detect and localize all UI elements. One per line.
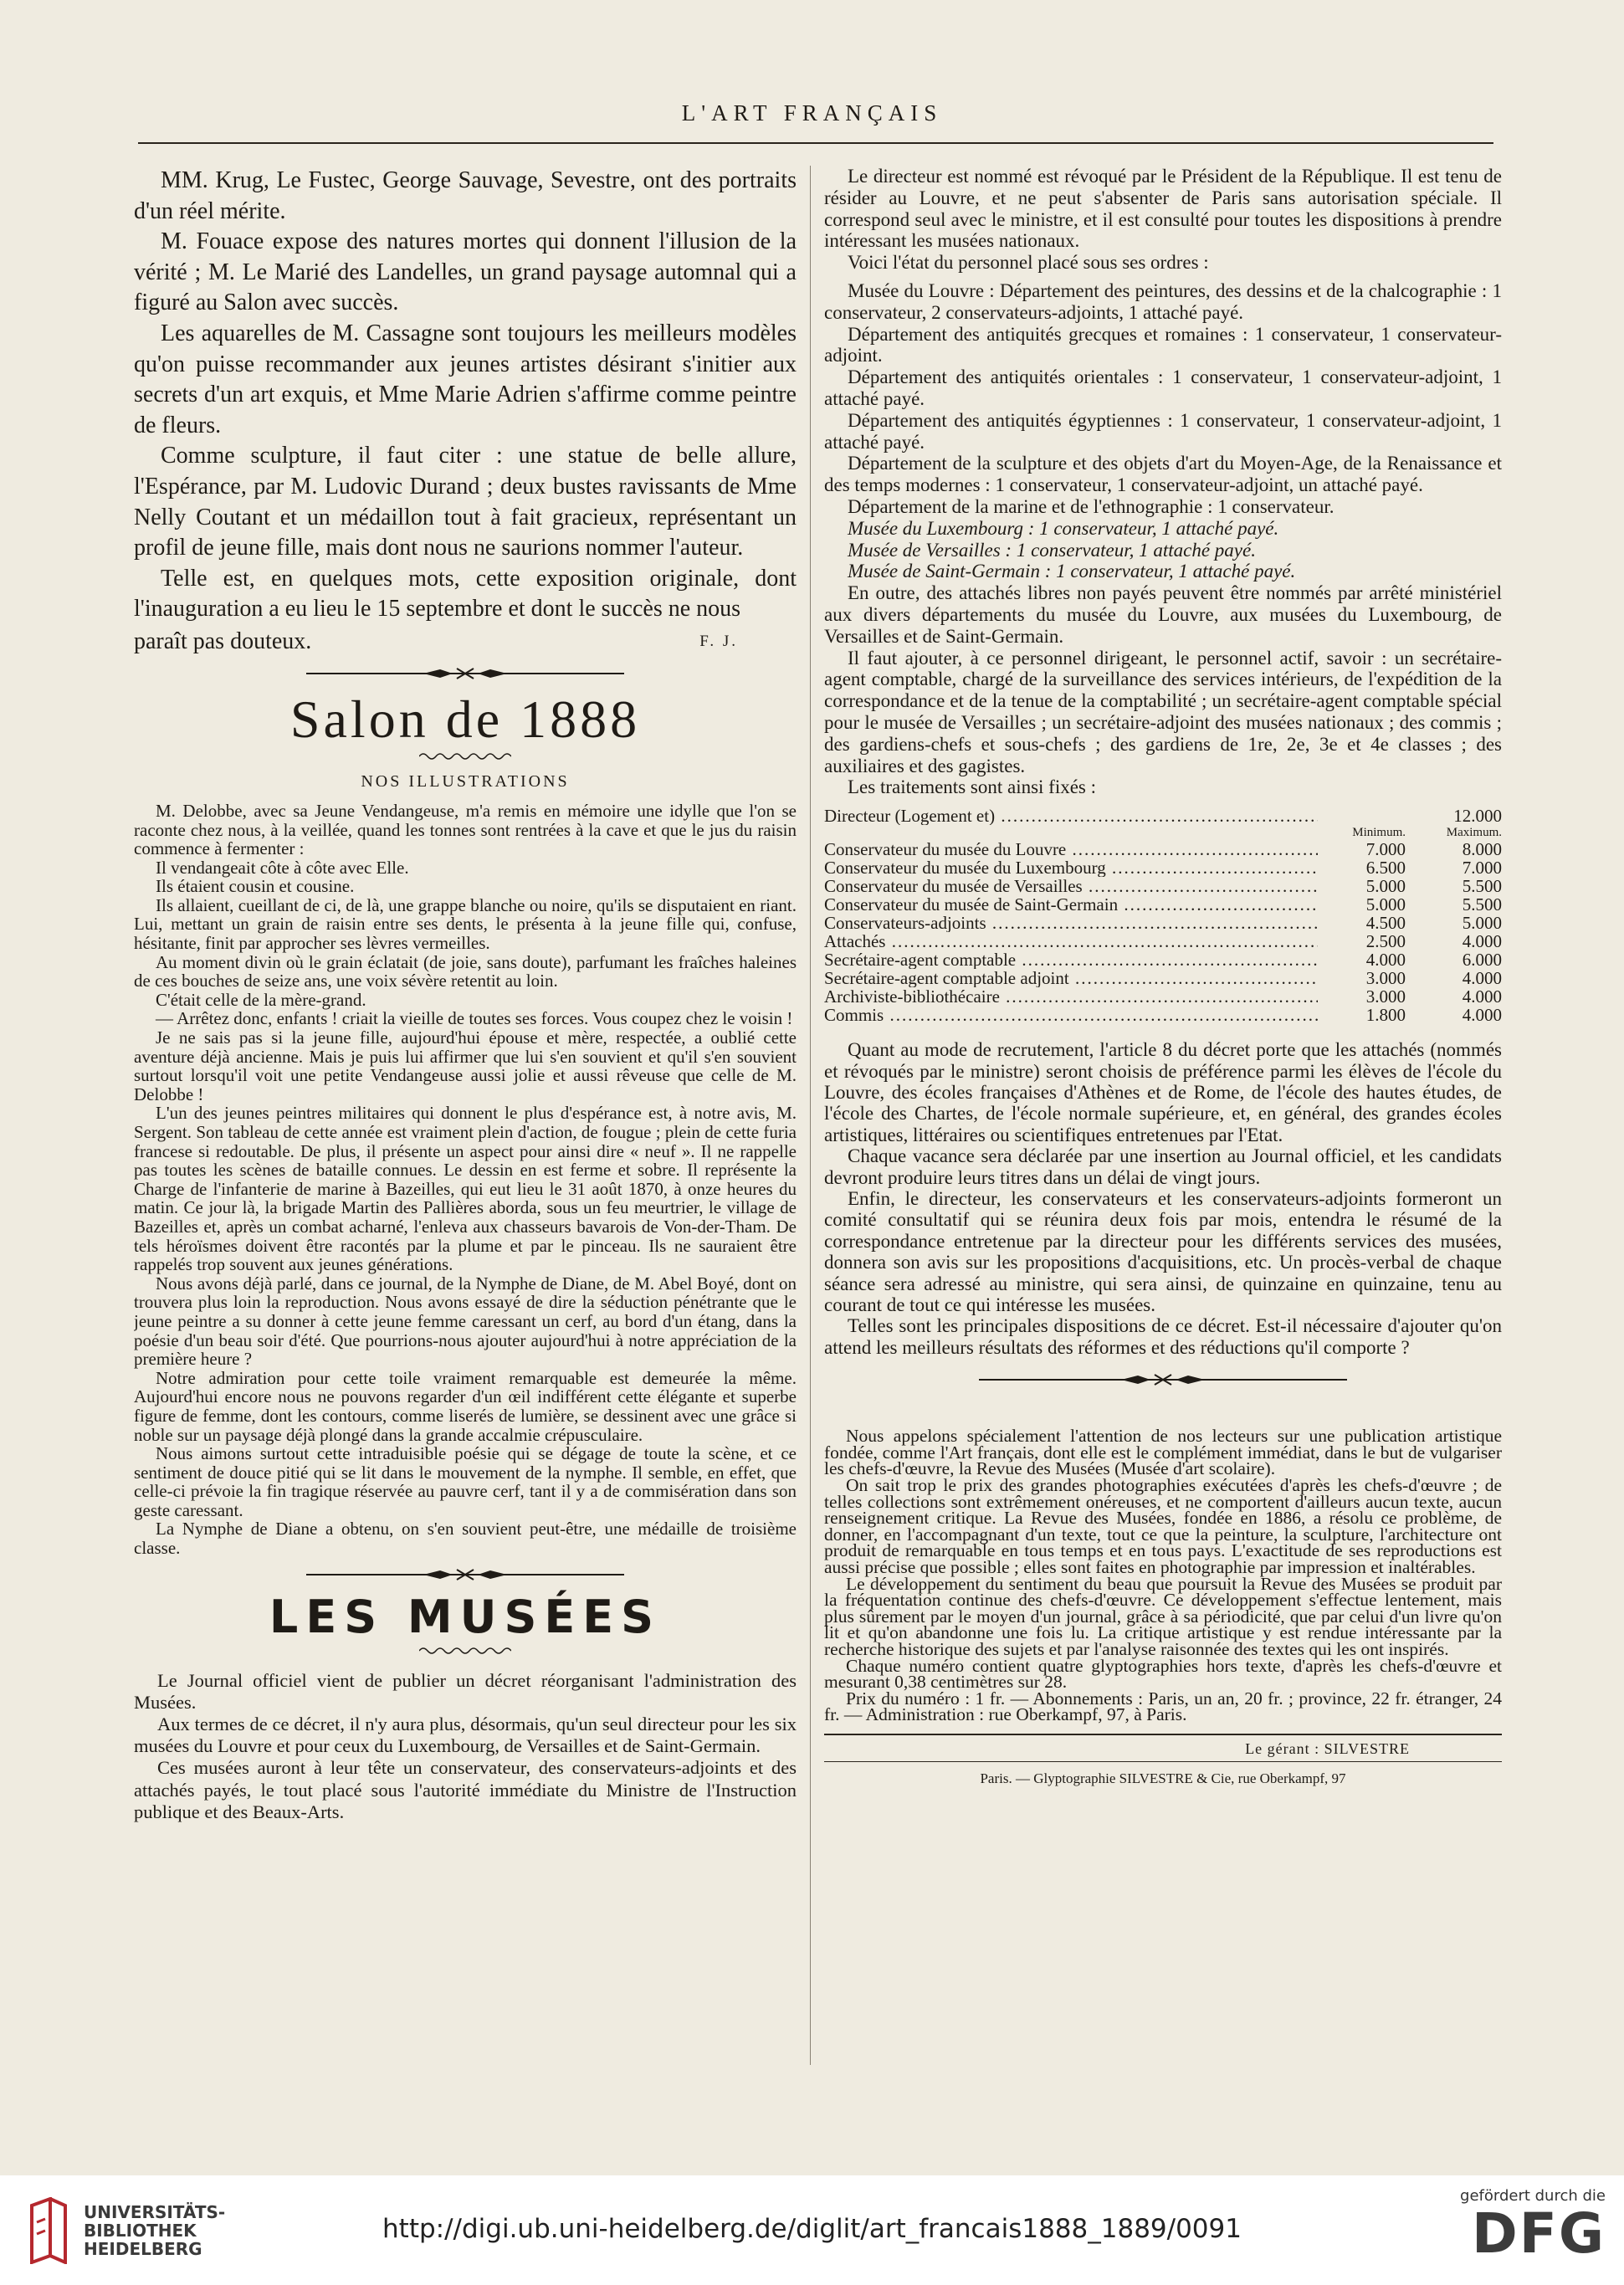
row-label: Directeur (Logement et) ..... (824, 807, 1318, 825)
library-name: UNIVERSITÄTS- BIBLIOTHEK HEIDELBERG (84, 2202, 226, 2259)
salary-value: 12.000 (1453, 806, 1502, 827)
paragraph: La Nymphe de Diane a obtenu, on s'en souvient peut-être, une médaille de troisième classe. (134, 1519, 797, 1559)
paragraph: Musée du Luxembourg : 1 conservateur, 1 attaché payé. (848, 517, 1279, 539)
paragraph: Au moment divin où le grain éclatait (de joie, sans doute), parfumant les fraîches haleines de ces bouches de seize ans, une voix sévère retentit au loin. (134, 951, 797, 991)
funded-by-label: gefördert durch die (1460, 2187, 1606, 2205)
gerant-box (824, 1734, 1502, 1762)
signature-line (134, 627, 797, 657)
table-header (824, 825, 1502, 840)
paragraph: Musée du Louvre : Département des peintures, des dessins et de la chalcographie : 1 conservateur, 2 conservateurs-adjoints, 1 attaché payé. (824, 279, 1502, 323)
table-row: Attachés ..... 2.500 4.000 (824, 932, 1502, 950)
wavy-line-icon (419, 751, 511, 761)
column-header-max: Maximum. (1446, 826, 1502, 840)
paragraph: Prix du numéro : 1 fr. — Abonnements : Paris, un an, 20 fr. ; province, 22 fr. étranger, 24 fr. — Administration : rue Oberkampf, 97, à Paris. (824, 1688, 1502, 1725)
digitization-footer (0, 2175, 1624, 2285)
musees-article (134, 1670, 797, 1823)
table-row: Archiviste-bibliothécaire ..... 3.000 4.000 (824, 987, 1502, 1006)
paragraph: Le Journal officiel vient de publier un décret réorganisant l'administration des Musées. (134, 1669, 797, 1713)
printer-line: Paris. — Glyptographie SILVESTRE & Cie, rue Oberkampf, 97 (980, 1770, 1346, 1786)
musees-conclusion (824, 1039, 1502, 1358)
revue-notice (824, 1428, 1502, 1724)
paragraph: Les traitements sont ainsi fixés : (848, 776, 1097, 798)
paragraph: Département des antiquités orientales : 1 conservateur, 1 conservateur-adjoint, 1 attaché payé. (824, 366, 1502, 409)
paragraph: Notre admiration pour cette toile vraiment remarquable est demeurée la même. Aujourd'hui encore nous ne pouvons regarder d'un œil indifférent cette élégante et superbe figure de femme, dont les contours, comme liserés de lumière, se dessinent avec une grâce si noble sur un paysage déjà plongé dans la grande accalmie crépusculaire. (134, 1367, 797, 1445)
paragraph: Département de la sculpture et des objets d'art du Moyen-Age, de la Renaissance et des temps modernes : 1 conservateur, 1 conservateur-adjoint, un attaché payé. (824, 453, 1502, 496)
salon-subtitle: NOS ILLUSTRATIONS (361, 771, 570, 791)
paragraph: C'était celle de la mère-grand. (156, 989, 366, 1010)
paragraph: Département de la marine et de l'ethnographie : 1 conservateur. (848, 495, 1335, 517)
paragraph: L'un des jeunes peintres militaires qui donnent le plus d'espérance est, à notre avis, M. Sergent. Son tableau de cette année est vraiment plein d'action, de fougue ; plein de cette furia francese si redoutable. De plus, il présente un aspect pour ainsi dire « neuf ». Il ne rappelle pas toutes les scènes de bataille connues. Le dessin en est ferme et sobre. Il représente la Charge de l'infanterie de marine à Bazeilles, qui eut lieu le 31 août 1870, à onze heures du matin. Ce jour là, la brigade Martin des Pallières aborda, sous un feu meurtrier, le village de Bazeilles et, après un combat acharné, l'enleva aux chasseurs bavarois de Von-der-Tham. De tels héroïsmes doivent être racontés par la plume et par le pinceau. Ils ne sauraient être rappelés trop souvent aux jeunes générations. (134, 1103, 797, 1275)
paragraph: Nous aimons surtout cette intraduisible poésie qui se dégage de toute la scène, et ce sentiment de douce pitié qui se lit dans le mouvement de la nymphe. Il semble, en effet, que celle-ci prévoie la fin tragique réservée au pauvre cerf, tant il y a de commisération dans son geste caressant. (134, 1443, 797, 1520)
paragraph: Il faut ajouter, à ce personnel dirigeant, le personnel actif, savoir : un secrétaire-agent comptable, chargé de la surveillance des services intérieurs, de l'expédition de la correspondance et de la tenue de la comptabilité ; un secrétaire-agent comptable spécial pour le musée de Versailles ; un secrétaire-adjoint des musées nationaux ; des commis ; des gardiens-chefs et sous-chefs ; des gardiens de 1re, 2e, 3e et 4e classes ; des auxiliaires et des gagistes. (824, 647, 1502, 776)
musees-continued (824, 166, 1502, 798)
table-row: Conservateur du musée du Luxembourg ..... 6.500 7.000 (824, 858, 1502, 877)
column-header-min: Minimum. (1352, 826, 1406, 840)
paragraph: Ils étaient cousin et cousine. (156, 876, 355, 897)
permalink-url[interactable]: http://digi.ub.uni-heidelberg.de/diglit/art_francais1888_1889/0091 (382, 2214, 1242, 2244)
running-head: L'ART FRANÇAIS (681, 100, 943, 126)
paragraph: Département des antiquités égyptiennes : 1 conservateur, 1 conservateur-adjoint, 1 attaché payé. (824, 409, 1502, 453)
paragraph: Le directeur est nommé est révoqué par le Président de la République. Il est tenu de résider au Louvre, et ne peut s'absenter de Paris sans autorisation spéciale. Il correspond seul avec le ministre, et il est consulté pour toutes les dispositions à prendre intéressant les musées nationaux. (824, 166, 1502, 252)
paragraph: Département des antiquités grecques et romaines : 1 conservateur, 1 conservateur-adjoint. (824, 323, 1502, 366)
paragraph: Telles sont les principales dispositions de ce décret. Est-il nécessaire d'ajouter qu'on attend les meilleurs résultats des réformes et des réductions qu'il comporte ? (824, 1315, 1502, 1358)
paragraph: Chaque vacance sera déclarée par une insertion au Journal officiel, et les candidats devront produire leurs titres dans un délai de vingt jours. (824, 1145, 1502, 1188)
paragraph: Les aquarelles de M. Cassagne sont toujours les meilleurs modèles qu'on puisse recommander aux jeunes artistes désirant s'initier aux secrets d'un art exquis, et Mme Marie Adrien s'affirme comme peintre de fleurs. (134, 320, 797, 438)
section-ornament (134, 657, 797, 690)
table-row: Conservateurs-adjoints ..... 4.500 5.000 (824, 914, 1502, 932)
table-row: Conservateur du musée de Versailles ..... 5.000 5.500 (824, 877, 1502, 895)
ornament-rule-icon (298, 665, 633, 682)
table-row: Conservateur du musée du Louvre ..... 7.000 8.000 (824, 840, 1502, 858)
ornament-rule-icon (879, 1371, 1447, 1388)
paragraph: MM. Krug, Le Fustec, George Sauvage, Sevestre, ont des portraits d'un réel mérite. (134, 167, 797, 224)
left-column (134, 166, 797, 2082)
table-row: Secrétaire-agent comptable adjoint ..... 3.000 4.000 (824, 969, 1502, 987)
paragraph: M. Delobbe, avec sa Jeune Vendangeuse, m'a remis en mémoire une idylle que l'on se raconte chez nous, à la veillée, quand les tonnes sont rentrées à la cave et que le jus du raisin commence à fermenter : (134, 800, 797, 859)
paragraph: Nous appelons spécialement l'attention de nos lecteurs sur une publication artistique fondée, comme l'Art français, dont elle est le complément immédiat, dans le but de vulgariser les chefs-d'œuvre, la Revue des Musées (Musée d'art scolaire). (824, 1426, 1502, 1479)
paragraph: On sait trop le prix des grandes photographies exécutées d'après les chefs-d'œuvre ; de telles collections sont extrêmement onéreuses, et ne comportent d'ailleurs aucun texte, aucun renseignement critique. La Revue des Musées, fondée en 1886, a résolu ce problème, de donner, en l'accompagnant d'un texte, tout ce que la peinture, la sculpture, l'architecture ont produit de remarquable en tous temps et en tous pays. L'exactitude de ses reproductions est aussi précise que possible ; elles sont faites en photographie par impression et inaltérables. (824, 1474, 1502, 1577)
paragraph: Telle est, en quelques mots, cette exposition originale, dont l'inauguration a eu lieu le 15 septembre et dont le succès ne nous (134, 565, 797, 622)
dfg-logo: DFG (1471, 2201, 1606, 2266)
paragraph: Musée de Saint-Germain : 1 conservateur, 1 attaché payé. (848, 561, 1296, 582)
paragraph: Ces musées auront à leur tête un conservateur, des conservateurs-adjoints et des attachés payés, le tout placé sous l'autorité immédiate du Ministre de l'Instruction publique et des Beaux-Arts. (134, 1757, 797, 1822)
paragraph: Chaque numéro contient quatre glyptographies hors texte, d'après les chefs-d'œuvre et mesurant 0,38 centimètres sur 28. (824, 1655, 1502, 1693)
paragraph: Comme sculpture, il faut citer : une statue de belle allure, l'Espérance, par M. Ludovic Durand ; deux bustes ravissants de Mme Nelly Coutant et un médaillon tout à fait gracieux, représentant un profil de jeune fille, mais dont nous ne saurions nommer l'auteur. (134, 443, 797, 561)
salon-title: Salon de 1888 (289, 689, 641, 749)
closing-text: paraît pas douteux. (134, 628, 312, 654)
paragraph: Ils allaient, cueillant de ci, de là, une grappe blanche ou noire, qu'ils se disputaient en riant. Lui, mettant un grain de raisin entre ses dents, le présenta à la jeune fille qui, confuse, hésitante, finit par approcher ses lèvres vermeilles. (134, 894, 797, 954)
paragraph: Le développement du sentiment du beau que poursuit la Revue des Musées se produit par la fréquentation continue des chefs-d'œuvre. Ce développement s'effectue lentement, mais plus sûrement par le moyen d'un journal, grâce à sa périodicité, que par celui d'un livre qu'on lit et qu'on abandonne une fois lu. La critique artistique y est rendue intéressante par la recherche historique des sujets et par l'analyse raisonnée des textes qui les ont inspirés. (824, 1573, 1502, 1659)
paragraph: M. Fouace expose des natures mortes qui donnent l'illusion de la vérité ; M. Le Marié des Landelles, un grand paysage automnal qui a figuré au Salon avec succès. (134, 228, 797, 316)
table-row: Conservateur du musée de Saint-Germain ..... 5.000 5.500 (824, 895, 1502, 914)
column-divider (810, 166, 811, 2065)
paragraph: Musée de Versailles : 1 conservateur, 1 attaché payé. (848, 539, 1256, 561)
gerant-line: Le gérant : SILVESTRE (1245, 1739, 1410, 1757)
paragraph: En outre, des attachés libres non payés peuvent être nommés par arrêté ministériel aux divers départements du musée du Louvre, aux musées du Luxembourg, de Versailles et de Saint-Germain. (824, 582, 1502, 647)
author-initials: F. J. (699, 632, 738, 650)
paragraph: — Arrêtez donc, enfants ! criait la vieille de toutes ses forces. Vous coupez chez le voisin ! (156, 1008, 793, 1029)
paragraph: Quant au mode de recrutement, l'article 8 du décret porte que les attachés (nommés et révoqués par le ministre) seront choisis de préférence parmi les élèves de l'école du Louvre, des écoles françaises d'Athènes et de Rome, de l'école des hautes études, de l'école des Chartes, de l'école normale supérieure, et, en général, des grandes écoles artistiques, littéraires ou scientifiques entretenues par l'Etat. (824, 1039, 1502, 1145)
dfg-credit[interactable] (1460, 2187, 1606, 2266)
header-rule (138, 142, 1493, 144)
title-flourish (134, 1643, 797, 1658)
section-ornament (134, 1558, 797, 1591)
table-row (824, 807, 1502, 825)
musees-title: LES MUSÉES (269, 1590, 662, 1643)
right-column (824, 166, 1502, 2031)
paragraph: Voici l'état du personnel placé sous ses ordres : (848, 252, 1209, 274)
wavy-line-icon (419, 1646, 511, 1656)
salon-article (134, 802, 797, 1558)
table-row: Commis ..... 1.800 4.000 (824, 1006, 1502, 1024)
salary-table (824, 807, 1502, 1024)
paragraph: Je ne sais pas si la jeune fille, aujourd'hui épouse et mère, respectée, a oublié cette aventure déjà ancienne. Mais je puis lui affirmer que lui s'en souvient et qu'il s'en souvient surtout lorsqu'il voit une petite Vendangeuse aussi jolie et aussi rêveuse que celle de M. Delobbe ! (134, 1027, 797, 1104)
paragraph: Aux termes de ce décret, il n'y aura plus, désormais, qu'un seul directeur pour les six musées du Louvre et pour ceux du Luxembourg, de Versailles et de Saint-Germain. (134, 1714, 797, 1757)
paragraph: Nous avons déjà parlé, dans ce journal, de la Nymphe de Diane, de M. Abel Boyé, dont on trouvera plus loin la reproduction. Nous avons essayé de dire la séduction pénétrante que le jeune peintre a su donner à cette jeune femme caressant un cerf, au bord d'un étang, dans la poésie d'un beau soir d'été. Que pourrions-nous ajouter aujourd'hui à notre appréciation de la première heure ? (134, 1273, 797, 1370)
ornament-rule-icon (298, 1566, 633, 1583)
paragraph: Enfin, le directeur, les conservateurs et les conservateurs-adjoints formeront un comité consultatif qui se réunira deux fois par mois, entendra le résumé de la correspondance entretenue par la directeur pour les différents services des musées, donnera son avis sur les propositions d'acquisitions, etc. Un procès-verbal de chaque séance sera adressé au ministre, qui sera ainsi, de quinzaine en quinzaine, tenu au courant de tout ce qui intéresse les musées. (824, 1187, 1502, 1315)
paragraph: Il vendangeait côte à côte avec Elle. (156, 857, 409, 878)
table-row: Secrétaire-agent comptable ..... 4.000 6.000 (824, 950, 1502, 969)
title-flourish (134, 749, 797, 764)
section-ornament (824, 1363, 1502, 1396)
exhibition-review (134, 166, 797, 657)
